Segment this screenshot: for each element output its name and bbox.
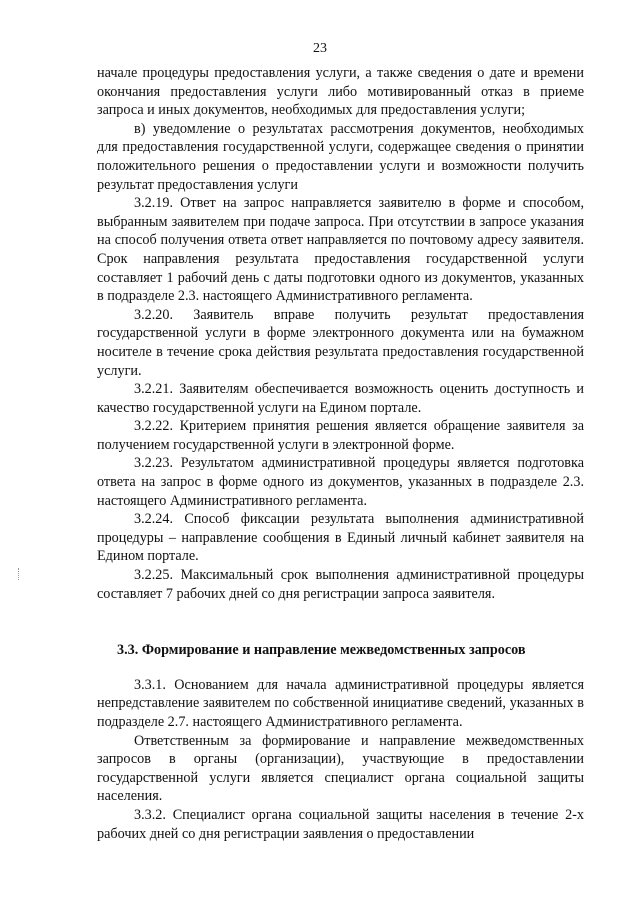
paragraph: 3.2.20. Заявитель вправе получить результат предоставления государственной услуги в форме электронного документа или на бумажном носителе в течение срока действия результата предоставления государственной услуги. (97, 306, 584, 379)
paragraph: 3.3.2. Специалист органа социальной защиты населения в течение 2-х рабочих дней со дня регистрации заявления о предоставлении (97, 806, 584, 842)
paragraph: 3.2.19. Ответ на запрос направляется заявителю в форме и способом, выбранным заявителем при подаче запроса. При отсутствии в запросе указания на способ получения ответа ответ направляется по почтовому адресу заявителя. Срок направления результата предоставления государственной услуги составляет 1 рабочий день с даты подготовки одного из документов, указанных в подразделе 2.3. настоящего Административного регламента. (97, 195, 584, 305)
paragraph: 3.2.23. Результатом административной процедуры является подготовка ответа на запрос в форме одного из документов, указанных в подразделе 2.3. настоящего Административного регламента. (97, 455, 584, 509)
page-number: 23 (313, 41, 327, 56)
document-body (97, 64, 584, 843)
paragraph: в) уведомление о результатах рассмотрения документов, необходимых для предоставления государственной услуги, содержащее сведения о принятии положительного решения о предоставлении услуги и возможности получить результат предоставления услуги (97, 120, 584, 193)
paragraph: 3.2.21. Заявителям обеспечивается возможность оценить доступность и качество государственной услуги на Едином портале. (97, 381, 584, 416)
paragraph: 3.3.1. Основанием для начала административной процедуры является непредставление заявителем по собственной инициативе сведений, указанных в подразделе 2.7. настоящего Административного регламента. (97, 676, 584, 730)
paragraph: начале процедуры предоставления услуги, а также сведения о дате и времени окончания предоставления услуги либо мотивированный отказ в приеме запроса и иных документов, необходимых для предоставления услуги; (97, 65, 584, 119)
section-heading: 3.3. Формирование и направление межведомственных запросов (117, 642, 526, 659)
paragraph: 3.2.22. Критерием принятия решения является обращение заявителя за получением государственной услуги в электронной форме. (97, 418, 584, 453)
paragraph: Ответственным за формирование и направление межведомственных запросов в органы (организации), участвующие в предоставлении государственной услуги является специалист органа социальной защиты населения. (97, 732, 584, 805)
paragraph: 3.2.24. Способ фиксации результата выполнения административной процедуры – направление сообщения в Единый личный кабинет заявителя на Едином портале. (97, 511, 584, 565)
paragraph: 3.2.25. Максимальный срок выполнения административной процедуры составляет 7 рабочих дней со дня регистрации запроса заявителя. (97, 567, 584, 602)
margin-mark (18, 568, 22, 580)
